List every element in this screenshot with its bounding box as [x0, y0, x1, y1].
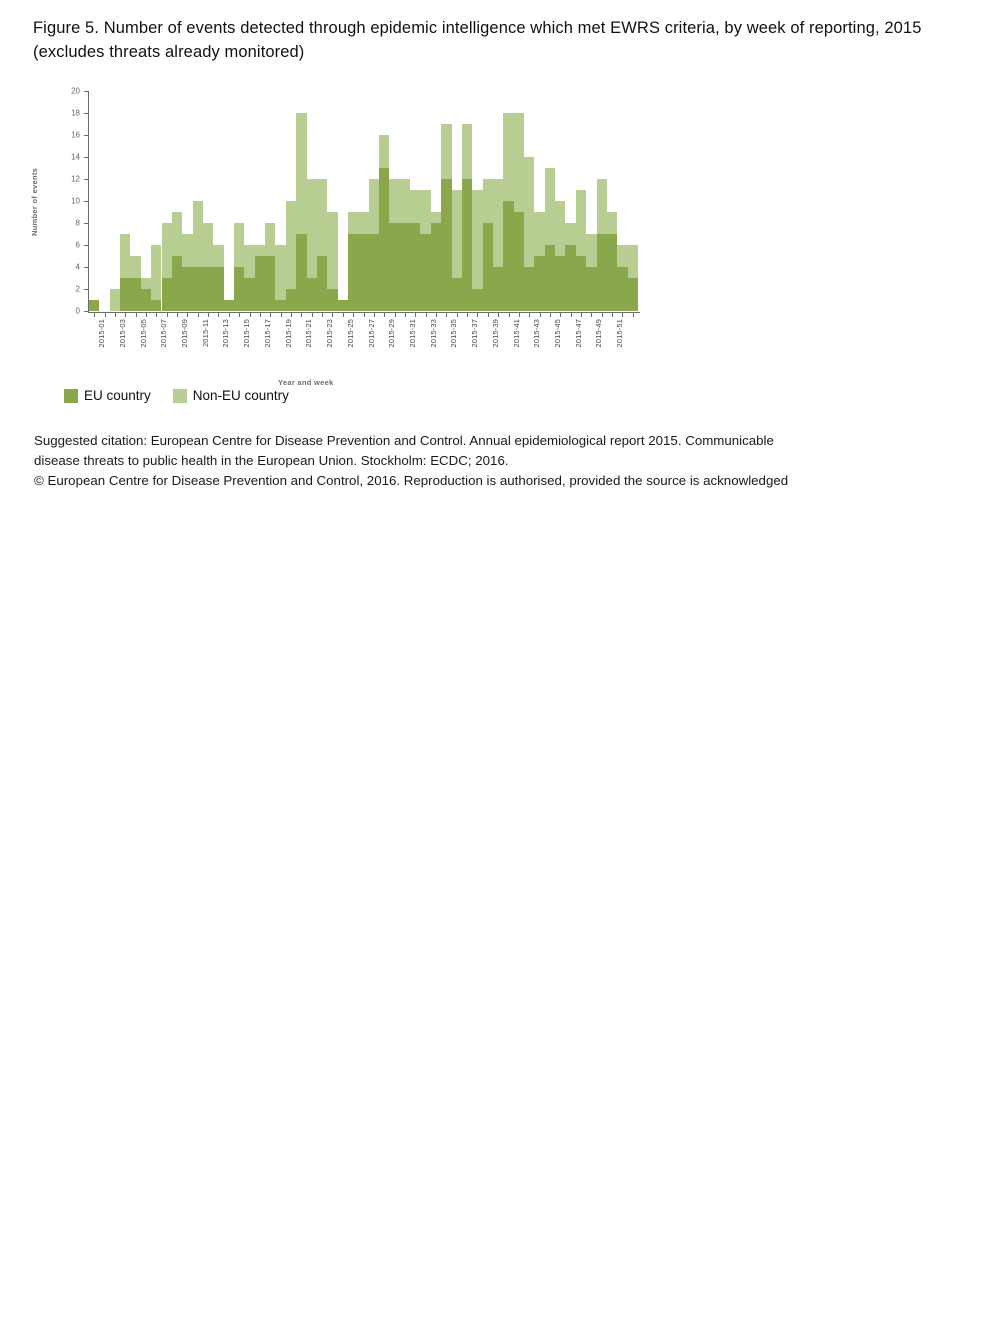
- x-tick-mark: [467, 313, 468, 317]
- x-tick-label: 2015-47: [573, 319, 583, 348]
- bar-segment-non-eu: [234, 223, 244, 267]
- bar-segment-eu: [255, 256, 265, 311]
- bar-segment-non-eu: [441, 124, 451, 179]
- y-tick-label: 0: [75, 306, 80, 316]
- y-tick-label: 18: [71, 108, 80, 118]
- bar-segment-eu: [286, 289, 296, 311]
- citation-block: [34, 431, 949, 491]
- x-tick-mark: [384, 313, 385, 317]
- bar-segment-eu: [545, 245, 555, 311]
- x-tick-mark: [426, 313, 427, 317]
- bar-segment-non-eu: [348, 212, 358, 234]
- x-tick-mark: [125, 313, 126, 317]
- x-tick-mark: [250, 313, 251, 317]
- bar-segment-eu: [358, 234, 368, 311]
- x-tick-label: 2015-41: [511, 319, 521, 348]
- bar-segment-eu: [441, 179, 451, 311]
- x-tick-label: 2015-01: [97, 319, 107, 348]
- bar-segment-non-eu: [452, 190, 462, 278]
- x-tick-label: 2015-31: [407, 319, 417, 348]
- x-tick-mark: [208, 313, 209, 317]
- x-tick-mark: [239, 313, 240, 317]
- x-tick-label: 2015-25: [345, 319, 355, 348]
- bar-segment-eu: [327, 289, 337, 311]
- x-tick-mark: [571, 313, 572, 317]
- bar-segment-eu: [120, 278, 130, 311]
- bar-segment-eu: [369, 234, 379, 311]
- bar-segment-non-eu: [555, 201, 565, 256]
- bar-segment-eu: [338, 300, 348, 311]
- y-tick-label: 10: [71, 196, 80, 206]
- x-tick-mark: [343, 313, 344, 317]
- x-tick-mark: [519, 313, 520, 317]
- x-tick-mark: [260, 313, 261, 317]
- bar-segment-non-eu: [265, 223, 275, 256]
- bar-segment-eu: [462, 179, 472, 311]
- bar-segment-eu: [534, 256, 544, 311]
- x-tick-label: 2015-43: [532, 319, 542, 348]
- bar-segment-eu: [182, 267, 192, 311]
- y-axis-title: Number of events: [30, 167, 39, 236]
- bar-segment-non-eu: [617, 245, 627, 267]
- bar-segment-non-eu: [327, 212, 337, 289]
- y-tick-label: 14: [71, 152, 80, 162]
- x-axis-labels: [89, 319, 649, 379]
- x-tick-mark: [446, 313, 447, 317]
- bar-segment-non-eu: [255, 245, 265, 256]
- x-tick-label: 2015-39: [490, 319, 500, 348]
- x-tick-mark: [581, 313, 582, 317]
- x-tick-mark: [529, 313, 530, 317]
- bar-segment-non-eu: [172, 212, 182, 256]
- bar-segment-non-eu: [379, 135, 389, 168]
- x-tick-mark: [198, 313, 199, 317]
- x-tick-mark: [602, 313, 603, 317]
- x-tick-mark: [177, 313, 178, 317]
- x-tick-mark: [156, 313, 157, 317]
- bar-segment-eu: [607, 234, 617, 311]
- x-tick-mark: [477, 313, 478, 317]
- bar-segment-eu: [420, 234, 430, 311]
- x-tick-mark: [146, 313, 147, 317]
- chart-container: [28, 86, 648, 416]
- x-tick-mark: [332, 313, 333, 317]
- bar-segment-non-eu: [296, 113, 306, 234]
- bar-segment-eu: [151, 300, 161, 311]
- bar-segment-eu: [244, 278, 254, 311]
- bar-segment-non-eu: [410, 190, 420, 223]
- bar-segment-non-eu: [597, 179, 607, 234]
- bar-segment-non-eu: [420, 190, 430, 234]
- x-tick-label: 2015-15: [242, 319, 252, 348]
- x-tick-mark: [436, 313, 437, 317]
- bar-segment-non-eu: [358, 212, 368, 234]
- bar-segment-non-eu: [389, 179, 399, 223]
- x-tick-mark: [540, 313, 541, 317]
- bar-segment-eu: [628, 278, 638, 311]
- bar-segment-non-eu: [462, 124, 472, 179]
- x-tick-mark: [281, 313, 282, 317]
- bar-segment-non-eu: [182, 234, 192, 267]
- x-tick-label: 2015-51: [615, 319, 625, 348]
- x-tick-mark: [457, 313, 458, 317]
- x-tick-label: 2015-09: [180, 319, 190, 348]
- bar-segment-eu: [555, 256, 565, 311]
- x-tick-mark: [94, 313, 95, 317]
- plot-wrapper: [58, 86, 625, 348]
- bar-segment-eu: [213, 267, 223, 311]
- bar-segment-eu: [379, 168, 389, 311]
- legend-item-non-eu: [173, 388, 289, 403]
- bar-segment-eu: [162, 278, 172, 311]
- bar-segment-eu: [586, 267, 596, 311]
- y-tick-label: 2: [75, 284, 80, 294]
- x-tick-mark: [270, 313, 271, 317]
- x-tick-mark: [591, 313, 592, 317]
- bar-segment-eu: [565, 245, 575, 311]
- bar-segment-eu: [410, 223, 420, 311]
- x-tick-mark: [550, 313, 551, 317]
- chart-legend: [64, 388, 303, 403]
- bar-segment-non-eu: [110, 289, 120, 311]
- x-tick-mark: [395, 313, 396, 317]
- bar-segment-non-eu: [162, 223, 172, 278]
- x-tick-label: 2015-19: [283, 319, 293, 348]
- x-tick-label: 2015-45: [552, 319, 562, 348]
- bar-segment-non-eu: [586, 234, 596, 267]
- citation-line-3: © European Centre for Disease Prevention and Control, 2016. Reproduction is authorised, provided the source is acknowledged: [34, 473, 789, 488]
- x-tick-mark: [353, 313, 354, 317]
- x-tick-mark: [622, 313, 623, 317]
- y-axis-ticks: [58, 86, 88, 316]
- bar-segment-eu: [224, 300, 234, 311]
- x-tick-label: 2015-21: [304, 319, 314, 348]
- bar-segment-non-eu: [275, 245, 285, 300]
- x-tick-mark: [498, 313, 499, 317]
- bar-segment-non-eu: [431, 212, 441, 223]
- x-tick-mark: [136, 313, 137, 317]
- x-tick-label: 2015-17: [262, 319, 272, 348]
- bar-segment-non-eu: [130, 256, 140, 278]
- x-tick-label: 2015-33: [428, 319, 438, 348]
- bar-segment-eu: [265, 256, 275, 311]
- bar-segment-eu: [130, 278, 140, 311]
- y-tick-label: 8: [75, 218, 80, 228]
- x-tick-mark: [488, 313, 489, 317]
- citation-line-1: Suggested citation: European Centre for Disease Prevention and Control. Annual epidemiological report 2015. Communicable: [34, 433, 774, 448]
- x-tick-label: 2015-35: [449, 319, 459, 348]
- x-tick-label: 2015-27: [366, 319, 376, 348]
- x-tick-mark: [374, 313, 375, 317]
- bar-segment-non-eu: [483, 179, 493, 223]
- bar-segment-eu: [514, 212, 524, 311]
- bar-segment-eu: [431, 223, 441, 311]
- x-tick-mark: [612, 313, 613, 317]
- bar-segment-non-eu: [514, 113, 524, 212]
- bar-segment-non-eu: [576, 190, 586, 256]
- bar-segment-eu: [472, 289, 482, 311]
- bar-segment-eu: [296, 234, 306, 311]
- x-tick-mark: [405, 313, 406, 317]
- bar-segment-non-eu: [493, 179, 503, 267]
- citation-line-2: disease threats to public health in the European Union. Stockholm: ECDC; 2016.: [34, 453, 509, 468]
- bar-segment-non-eu: [369, 179, 379, 234]
- bar-segment-non-eu: [400, 179, 410, 223]
- bar-segment-non-eu: [565, 223, 575, 245]
- x-tick-label: 2015-05: [138, 319, 148, 348]
- x-tick-mark: [415, 313, 416, 317]
- bar-segment-eu: [597, 234, 607, 311]
- x-tick-label: 2015-11: [200, 319, 210, 348]
- y-tick-label: 6: [75, 240, 80, 250]
- x-tick-label: 2015-13: [221, 319, 231, 348]
- bar-segment-eu: [203, 267, 213, 311]
- x-tick-mark: [218, 313, 219, 317]
- bar-segment-non-eu: [244, 245, 254, 278]
- bar-segment-eu: [275, 300, 285, 311]
- x-tick-mark: [115, 313, 116, 317]
- bar-segment-eu: [172, 256, 182, 311]
- x-tick-mark: [322, 313, 323, 317]
- bar-segment-non-eu: [524, 157, 534, 267]
- bar-segment-non-eu: [141, 278, 151, 289]
- bar-segment-eu: [307, 278, 317, 311]
- x-axis-title: Year and week: [278, 378, 334, 387]
- legend-label-non-eu: Non-EU country: [192, 388, 289, 403]
- x-tick-label: 2015-37: [470, 319, 480, 348]
- bar-segment-non-eu: [286, 201, 296, 289]
- bar-segment-non-eu: [534, 212, 544, 256]
- bar-segment-non-eu: [203, 223, 213, 267]
- x-tick-mark: [633, 313, 634, 317]
- x-tick-label: 2015-29: [387, 319, 397, 348]
- bar-segment-eu: [493, 267, 503, 311]
- bar-segment-non-eu: [120, 234, 130, 278]
- bar-segment-non-eu: [317, 179, 327, 256]
- legend-swatch-eu-icon: [64, 389, 78, 403]
- x-tick-mark: [301, 313, 302, 317]
- bar-segment-non-eu: [472, 190, 482, 289]
- x-tick-label: 2015-23: [325, 319, 335, 348]
- x-tick-mark: [560, 313, 561, 317]
- bar-segment-eu: [141, 289, 151, 311]
- x-tick-label: 2015-49: [594, 319, 604, 348]
- bar-segment-eu: [317, 256, 327, 311]
- legend-label-eu: EU country: [84, 388, 151, 403]
- y-tick-label: 12: [71, 174, 80, 184]
- y-tick-label: 20: [71, 86, 80, 96]
- bar-segment-eu: [483, 223, 493, 311]
- x-tick-mark: [312, 313, 313, 317]
- x-tick-mark: [364, 313, 365, 317]
- bar-segment-non-eu: [307, 179, 317, 278]
- bar-segment-eu: [576, 256, 586, 311]
- bar-segment-eu: [617, 267, 627, 311]
- figure-title: Figure 5. Number of events detected through epidemic intelligence which met EWRS criteria, by week of reporting, 2015 (excludes threats already monitored): [33, 19, 922, 61]
- plot-area: [89, 91, 638, 311]
- x-tick-mark: [229, 313, 230, 317]
- bar-segment-eu: [452, 278, 462, 311]
- legend-item-eu: [64, 388, 151, 403]
- y-tick-label: 16: [71, 130, 80, 140]
- bar-segment-non-eu: [628, 245, 638, 278]
- bar-segment-eu: [400, 223, 410, 311]
- legend-swatch-non-eu-icon: [173, 389, 187, 403]
- bar-segment-eu: [503, 201, 513, 311]
- x-tick-mark: [187, 313, 188, 317]
- bar-segment-eu: [89, 300, 99, 311]
- x-tick-label: 2015-03: [117, 319, 127, 348]
- x-tick-mark: [291, 313, 292, 317]
- bar-segment-non-eu: [193, 201, 203, 267]
- bar-segment-eu: [389, 223, 399, 311]
- x-tick-label: 2015-07: [159, 319, 169, 348]
- x-tick-mark: [509, 313, 510, 317]
- bar-segment-non-eu: [151, 245, 161, 300]
- bar-segment-non-eu: [503, 113, 513, 201]
- bar-segment-eu: [524, 267, 534, 311]
- bar-segment-non-eu: [545, 168, 555, 245]
- bar-segment-non-eu: [607, 212, 617, 234]
- x-tick-mark: [167, 313, 168, 317]
- bar-segment-eu: [234, 267, 244, 311]
- bar-segment-non-eu: [213, 245, 223, 267]
- bar-segment-eu: [193, 267, 203, 311]
- bar-segment-eu: [348, 234, 358, 311]
- x-tick-mark: [105, 313, 106, 317]
- y-tick-label: 4: [75, 262, 80, 272]
